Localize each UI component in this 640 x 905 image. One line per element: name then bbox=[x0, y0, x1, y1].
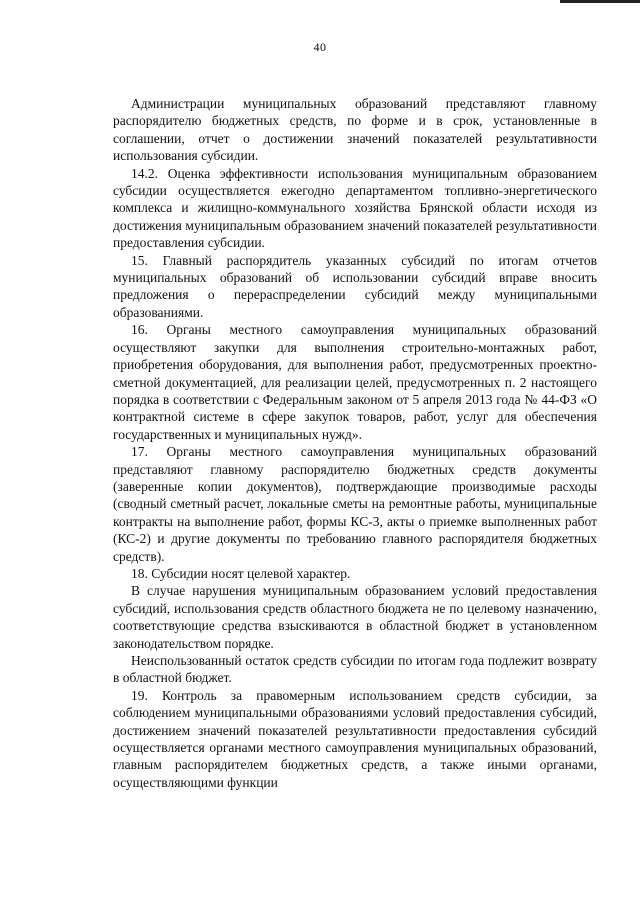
paragraph-admin-report: Администрации муниципальных образований представляют главному распорядителю бюджетных средств, по форме и в срок, установленные в соглашении, отчет о достижении значений показателей результативности использования субсидии. bbox=[113, 96, 597, 164]
paragraph-16: 16. Органы местного самоуправления муниципальных образований осуществляют закупки для выполнения строительно-монтажных работ, приобретения оборудования, для выполнения работ, предусмотренных проектно-сметной документацией, для реализации целей, предусмотренных п. 2 настоящего порядка в соответствии с Федеральным законом от 5 апреля 2013 года № 44-ФЗ «О контрактной системе в сфере закупок товаров, работ, услуг для обеспечения государственных и муниципальных нужд». bbox=[113, 322, 597, 442]
paragraph-17: 17. Органы местного самоуправления муниципальных образований представляют главному распорядителю бюджетных средств документы (заверенные копии документов), подтверждающие производимые расходы (сводный сметный расчет, локальные сметы на ремонтные работы, муниципальные контракты на выполнение работ, формы КС-3, акты о приемке выполненных работ (КС-2) и другие документы по требованию главного распорядителя бюджетных средств). bbox=[113, 444, 597, 564]
document-body bbox=[113, 95, 597, 791]
page-number: 40 bbox=[313, 40, 327, 54]
paragraph-unused-balance: Неиспользованный остаток средств субсидии по итогам года подлежит возврату в областной бюджет. bbox=[113, 653, 597, 686]
top-edge-rule bbox=[560, 0, 640, 3]
paragraph-19: 19. Контроль за правомерным использованием средств субсидии, за соблюдением муниципальными образованиями условий предоставления субсидий, достижением значений показателей результативности предоставления субсидий осуществляется органами местного самоуправления муниципальных образований, главным распорядителем бюджетных средств, а также иными органами, осуществляющими функции bbox=[113, 687, 597, 790]
paragraph-violation: В случае нарушения муниципальным образованием условий предоставления субсидий, использования средств областного бюджета не по целевому назначению, соответствующие средства взыскиваются в областной бюджет в установленном законодательством порядке. bbox=[113, 583, 597, 651]
paragraph-15: 15. Главный распорядитель указанных субсидий по итогам отчетов муниципальных образований об использовании субсидий вправе вносить предложения о перераспределении субсидий между муниципальными образованиями. bbox=[113, 252, 597, 320]
paragraph-14-2: 14.2. Оценка эффективности использования муниципальным образованием субсидии осуществляется ежегодно департаментом топливно-энергетического комплекса и жилищно-коммунального хозяйства Брянской области исходя из достижения муниципальным образованием значений показателей результативности предоставления субсидии. bbox=[113, 165, 597, 251]
paragraph-18: 18. Субсидии носят целевой характер. bbox=[131, 565, 351, 581]
